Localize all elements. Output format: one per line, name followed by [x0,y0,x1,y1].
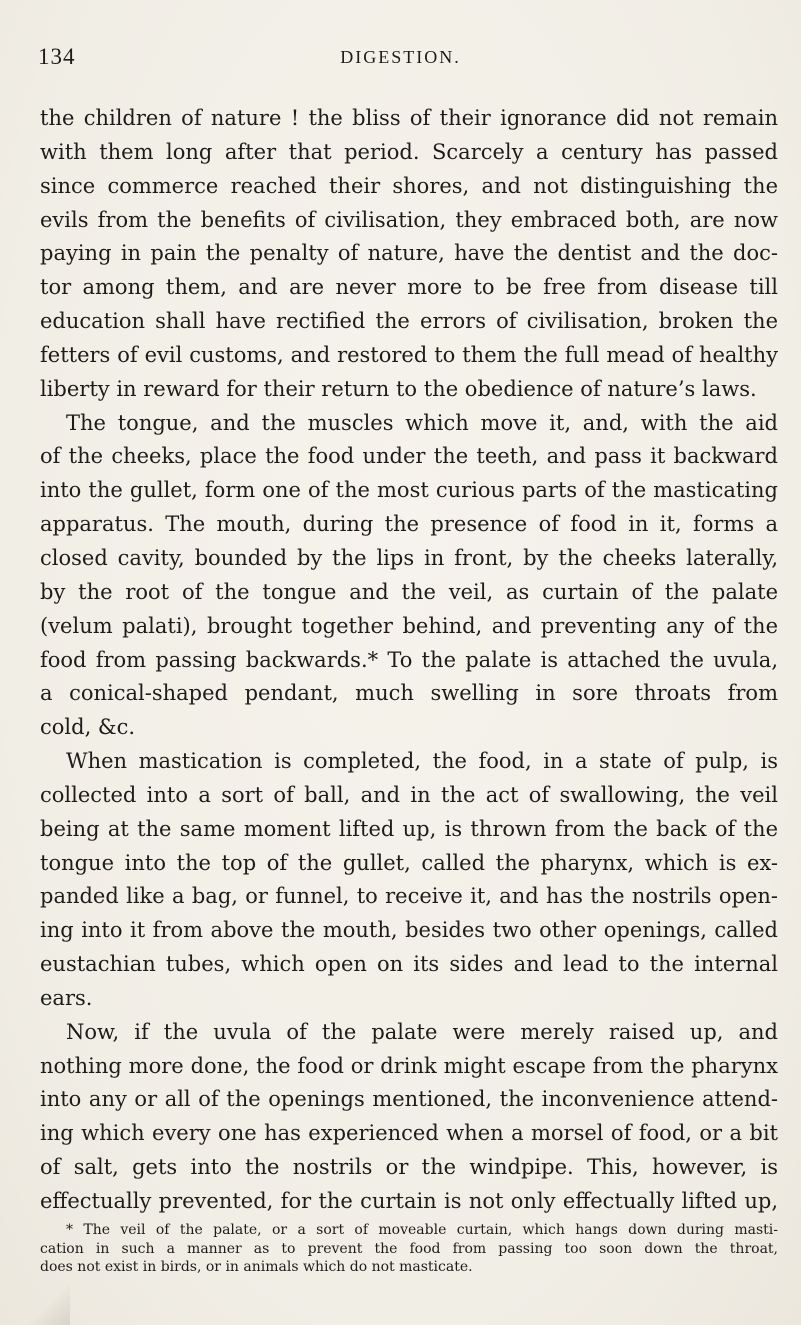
page-number: 134 [38,44,76,69]
text-line: into any or all of the openings mentioned, the inconvenience attend- [40,1087,778,1112]
text-line: evils from the benefits of civilisation, they embraced both, are now [40,207,778,232]
text-line: ing into it from above the mouth, besides two other openings, called [40,918,778,943]
text-line: closed cavity, bounded by the lips in front, by the cheeks laterally, [40,545,778,570]
text-line: apparatus. The mouth, during the presence of food in it, forms a [40,512,778,537]
text-line: being at the same moment lifted up, is thrown from the back of the [40,816,778,841]
text-line: liberty in reward for their return to the obedience of nature’s laws. [40,376,757,401]
text-line: the children of nature ! the bliss of their ignorance did not remain [40,106,778,130]
running-head [0,44,801,76]
footnote [40,1221,778,1277]
footnote-line: does not exist in birds, or in animals which do not masticate. [40,1259,473,1275]
running-title: DIGESTION. [340,47,461,67]
text-line: effectually prevented, for the curtain is not only effectually lifted up, [40,1189,778,1213]
paragraph-start-line: The tongue, and the muscles which move it, and, with the aid [66,410,778,435]
text-line: education shall have rectified the errors of civilisation, broken the [40,309,778,334]
text-line: of salt, gets into the nostrils or the windpipe. This, however, is [40,1155,778,1180]
footnote-line: cation in such a manner as to prevent the food from passing too soon down the throat, [40,1240,778,1257]
text-line: a conical-shaped pendant, much swelling in sore throats from [40,681,778,706]
text-line: (velum palati), brought together behind, and preventing any of the [40,613,778,638]
text-line: collected into a sort of ball, and in the act of swallowing, the veil [40,782,778,807]
text-line: into the gullet, form one of the most curious parts of the masticating [40,478,778,503]
text-line: ears. [40,985,93,1010]
text-line: ing which every one has experienced when a morsel of food, or a bit [40,1121,778,1146]
text-line: tor among them, and are never more to be free from disease till [40,275,778,300]
text-line: of the cheeks, place the food under the teeth, and pass it backward [40,444,778,469]
text-line: nothing more done, the food or drink might escape from the pharynx [40,1053,778,1078]
text-line: panded like a bag, or funnel, to receive it, and has the nostrils open- [40,884,778,909]
text-line: tongue into the top of the gullet, called the pharynx, which is ex- [40,850,778,875]
text-line: by the root of the tongue and the veil, as curtain of the palate [40,579,778,604]
text-line: since commerce reached their shores, and not distinguishing the [40,173,778,198]
paragraph-start-line: Now, if the uvula of the palate were merely raised up, and [66,1019,778,1044]
text-line: paying in pain the penalty of nature, have the dentist and the doc- [40,241,778,266]
text-line: eustachian tubes, which open on its sides and lead to the internal [40,952,778,977]
page-corner-shadow [0,1285,70,1325]
body-text [40,102,778,1219]
paragraph-start-line: When mastication is completed, the food, in a state of pulp, is [66,749,778,774]
text-line: cold, &c. [40,715,136,740]
text-line: with them long after that period. Scarcely a century has passed [40,139,778,164]
footnote-line: * The veil of the palate, or a sort of moveable curtain, which hangs down during masti- [66,1222,778,1238]
text-line: food from passing backwards.* To the palate is attached the uvula, [40,647,778,672]
text-line: fetters of evil customs, and restored to them the full mead of healthy [40,342,778,367]
